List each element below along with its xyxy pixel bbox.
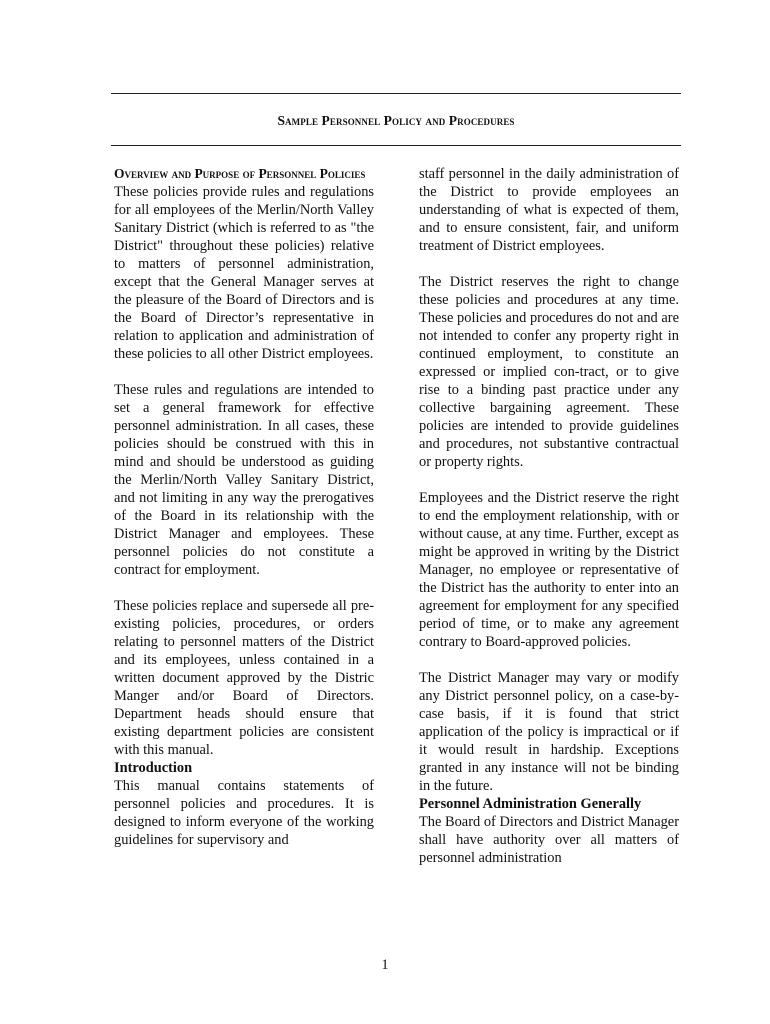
overview-paragraph-3: These policies replace and supersede all pre-existing policies, procedures, or orders relating to personnel matters of the District and its employees, unless contained in a written document approved by the Distric Manger and/or Board of Directors. Department heads should ensure that existing department policies are consistent with this manual. bbox=[114, 598, 374, 758]
overview-paragraph-1: These policies provide rules and regulations for all employees of the Merlin/North Valley Sanitary District (which is referred to as "the District" throughout these policies) relative to matters of personnel administration, except that the General Manager serves at the pleasure of the Board of Directors and is the Board of Director’s representative in relation to application and administration of these policies to all other District employees. bbox=[114, 184, 374, 362]
document-title: Sample Personnel Policy and Procedures bbox=[277, 113, 515, 128]
policy-variance-paragraph: The District Manager may vary or modify any District personnel policy, on a case-by-case basis, if it is found that strict application of the policy is impractical or if it would result in hardship. Exceptions granted in any instance will not be binding in the future. bbox=[419, 670, 679, 794]
overview-paragraph-2: These rules and regulations are intended to set a general framework for effective personnel administration. In all cases, these policies should be construed with this in mind and should be understood as guiding the Merlin/North Valley Sanitary District, and not limiting in any way the prerogatives of the Board in its relationship with the District Manager and employees. These personnel policies do not constitute a contract for employment. bbox=[114, 382, 374, 578]
left-column bbox=[114, 165, 374, 849]
overview-heading: Overview and Purpose of Personnel Policies bbox=[114, 166, 366, 181]
page-number: 1 bbox=[381, 957, 389, 973]
personnel-administration-paragraph: The Board of Directors and District Manager shall have authority over all matters of personnel administration bbox=[419, 814, 679, 866]
title-rule bbox=[111, 145, 681, 146]
introduction-paragraph: This manual contains statements of personnel policies and procedures. It is designed to inform everyone of the working guidelines for supervisory and bbox=[114, 778, 374, 848]
personnel-administration-heading: Personnel Administration Generally bbox=[419, 796, 642, 812]
introduction-heading: Introduction bbox=[114, 760, 193, 776]
reserve-rights-paragraph: The District reserves the right to change these policies and procedures at any time. These policies and procedures do not and are not intended to confer any property right in continued employment, to constitute an expressed or implied con-tract, or to give rise to a binding past practice under any collective bargaining agreement. These policies are intended to provide guidelines and procedures, not substantive contractual or property rights. bbox=[419, 274, 679, 470]
introduction-paragraph-continued: staff personnel in the daily administration of the District to provide employees an understanding of what is expected of them, and to ensure consistent, fair, and uniform treatment of District employees. bbox=[419, 166, 679, 254]
top-rule bbox=[111, 93, 681, 94]
right-column bbox=[419, 165, 679, 867]
employment-relationship-paragraph: Employees and the District reserve the right to end the employment relationship, with or without cause, at any time. Further, except as might be approved in writing by the District Manager, no employee or representative of the District has the authority to enter into an agreement for employment for any specified period of time, or to make any agreement contrary to Board-approved policies. bbox=[419, 490, 679, 650]
